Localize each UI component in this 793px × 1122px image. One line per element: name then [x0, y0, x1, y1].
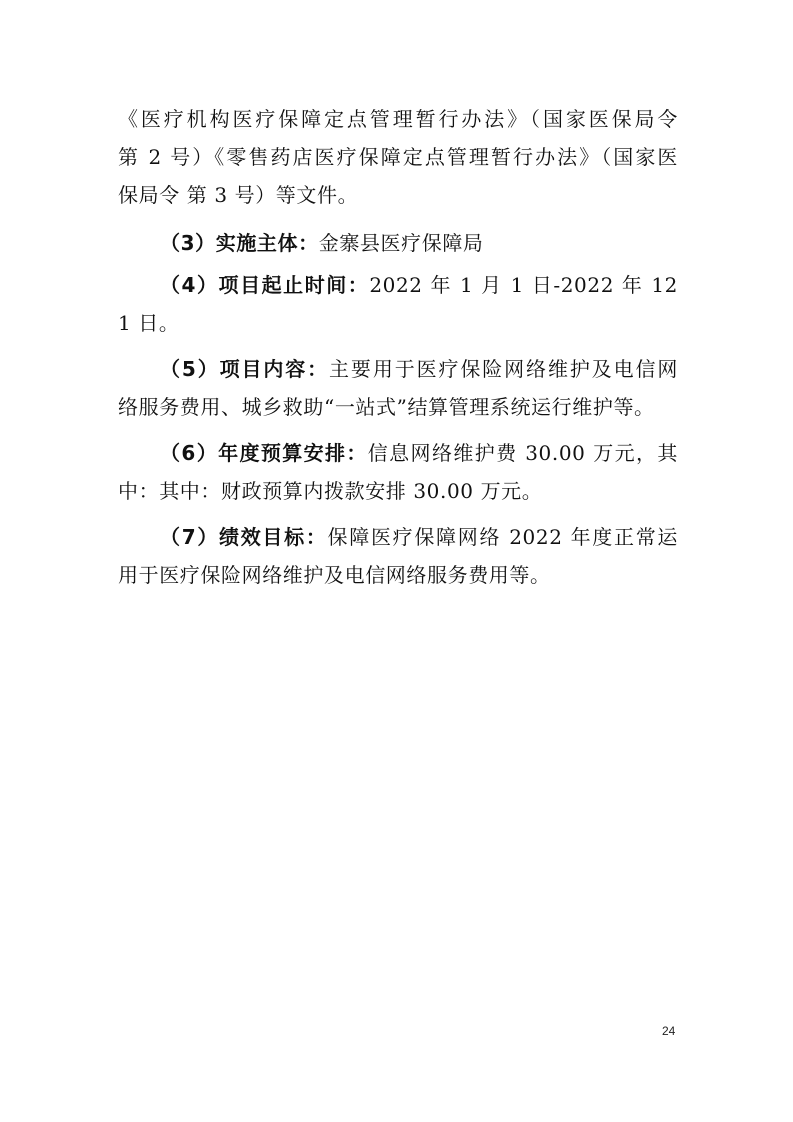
item-7-goal-line-1: [160, 520, 678, 554]
item-7-label: （7）绩效目标：: [160, 525, 328, 549]
intro-line-3: 保局令 第 3 号）等文件。: [118, 183, 359, 207]
item-4-period-line-1: [160, 268, 678, 302]
item-5-text-1: 主要用于医疗保险网络维护及电信网: [329, 357, 678, 381]
item-4-period-line-2: 1 日。: [118, 311, 180, 335]
item-3-implementing-body: [160, 226, 678, 260]
item-6-budget-line-1: [160, 436, 678, 470]
item-6-budget-line-2: 中：其中：财政预算内拨款安排 30.00 万元。: [118, 479, 543, 503]
item-7-text-1: 保障医疗保障网络 2022 年度正常运: [327, 525, 678, 549]
item-6-text-1: 信息网络维护费 30.00 万元，其: [367, 441, 678, 465]
page-number: 24: [662, 1024, 676, 1038]
item-6-label: （6）年度预算安排：: [160, 441, 368, 465]
item-5-content-line-1: [160, 352, 678, 386]
item-4-label: （4）项目起止时间：: [160, 273, 370, 297]
intro-line-2: 第 2 号）《零售药店医疗保障定点管理暂行办法》（国家医: [118, 145, 678, 169]
item-5-content-line-2: 络服务费用、城乡救助“一站式”结算管理系统运行维护等。: [118, 395, 655, 419]
item-3-text: 金寨县医疗保障局: [318, 231, 484, 255]
item-5-label: （5）项目内容：: [160, 357, 330, 381]
item-7-goal-line-2: 用于医疗保险网络维护及电信网络服务费用等。: [118, 563, 551, 587]
intro-line-1: 《医疗机构医疗保障定点管理暂行办法》（国家医保局令: [118, 107, 678, 131]
item-3-label: （3）实施主体：: [160, 231, 319, 255]
item-4-text-1: 2022 年 1 月 1 日-2022 年 12: [369, 273, 678, 297]
